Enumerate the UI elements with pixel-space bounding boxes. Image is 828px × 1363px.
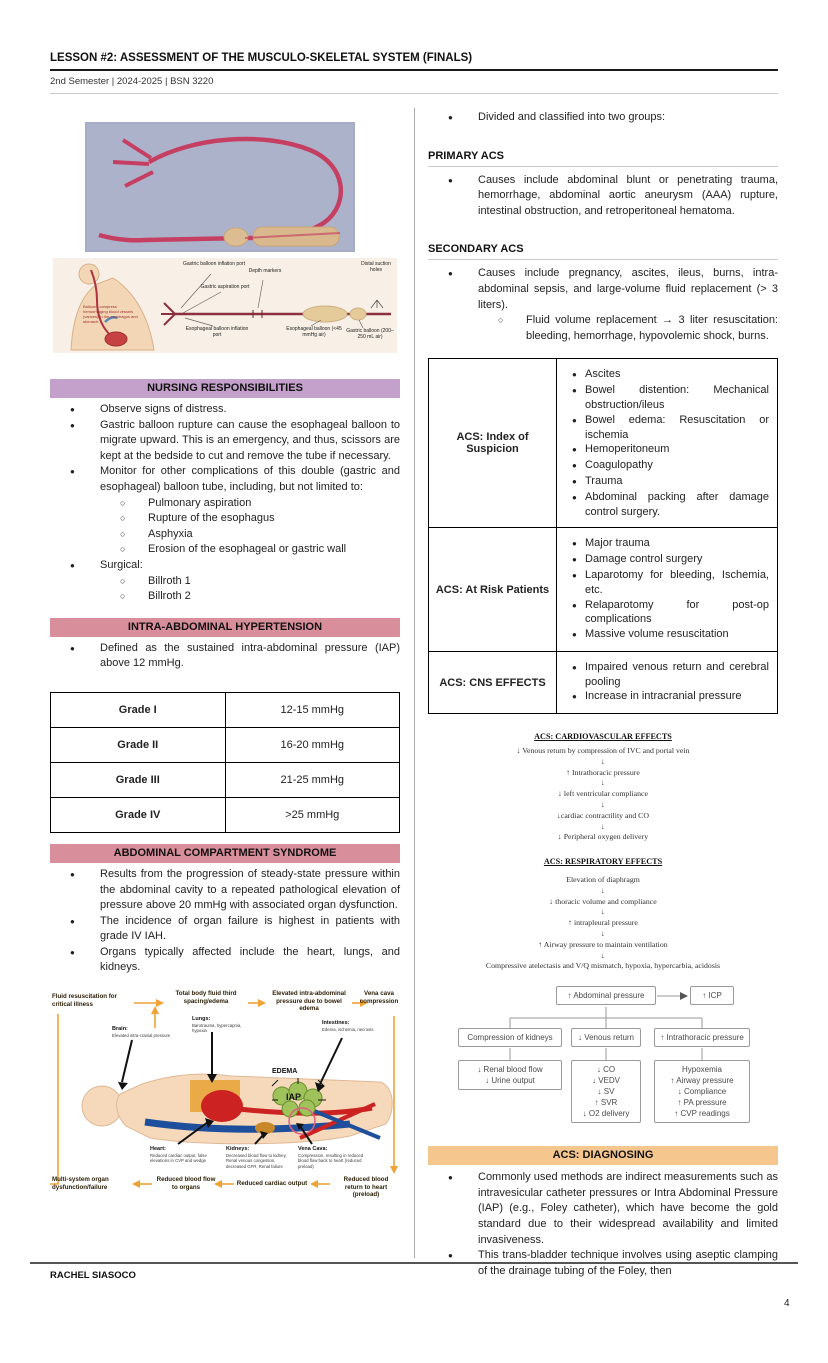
flowchart-detail-renal: ↓ Renal blood flow ↓ Urine output [458,1060,562,1090]
list-item: ● Massive volume resuscitation [559,627,771,643]
blakemore-tube-photo [85,122,355,252]
page-number: 4 [784,1298,790,1309]
list-item: ● Surgical: [50,558,400,574]
lesson-title: LESSON #2: ASSESSMENT OF THE MUSCULO-SKELETAL SYSTEM (FINALS) [50,52,778,71]
down-arrow-icon: ↓ [601,950,605,960]
table-row [51,797,400,832]
bullet-icon [70,402,100,418]
label-esophageal-balloon: Esophageal balloon (<45 mmHg air) [286,326,342,338]
bullet-icon [559,536,585,552]
section-header-abdominal-compartment-syndrome: ABDOMINAL COMPARTMENT SYNDROME [50,844,400,863]
cardiovascular-effects-cascade [428,732,778,843]
cascade-step: ↓ Peripheral oxygen delivery [557,832,649,842]
bullet-icon [559,413,585,443]
secondary-acs-list [428,266,778,344]
table-row [51,692,400,727]
flow-node-fluid-resuscitation: Fluid resuscitation for critical illness [52,993,117,1008]
list-item: ● Defined as the sustained intra-abdominal pressure (IAP) above 12 mmHg. [50,641,400,672]
flow-node-third-spacing: Total body fluid third spacing/edema [175,990,237,1005]
organ-label-brain: Brain: Elevated intra-cranial pressure [112,1026,171,1038]
list-item: ● Monitor for other complications of this double (gastric and esophageal) balloon tube, including, but not limited to: [50,464,400,495]
grade-cell: Grade III [51,762,226,797]
bullet-icon [559,660,585,690]
value-cell: >25 mmHg [225,797,400,832]
flow-node-reduced-blood-flow: Reduced blood flow to organs [156,1176,216,1191]
bullet-icon [559,490,585,520]
bullet-icon [559,383,585,413]
list-item: ● The incidence of organ failure is highest in patients with grade IV IAH. [50,914,400,945]
list-item: ● Ascites [559,367,771,383]
circle-bullet-icon [120,496,148,512]
list-item: ● Trauma [559,474,771,490]
flow-node-reduced-cardiac-output: Reduced cardiac output [236,1180,308,1188]
flowchart-node-intrathoracic-pressure: ↑ Intrathoracic pressure [654,1028,750,1047]
bullet-icon [70,418,100,465]
cascade-step: ↓cardiac contractility and CO [556,810,649,820]
right-column [428,105,778,1279]
list-item: ● Commonly used methods are indirect measurements such as intravesicular catheter pressures or Intra Abdominal Pressure (IAP) (e.g., Foley catheter), which have become the gold standard due to their widespread availability and limited invasiveness. [428,1170,778,1248]
list-item: ● Divided and classified into two groups: [428,110,778,126]
heading-primary-acs: PRIMARY ACS [428,150,778,167]
list-item: ● Laparotomy for bleeding, Ischemia, etc. [559,568,771,598]
flow-node-elevated-iap: Elevated intra-abdominal pressure due to bowel edema [272,990,346,1012]
table-row [429,651,778,713]
list-item: ● Causes include pregnancy, ascites, ileus, burns, intra-abdominal sepsis, and large-volume fluid replacement (> 3 liters). [428,266,778,313]
iah-body-effects-diagram [50,988,400,1196]
cascade-step: ↓ left ventricular compliance [558,789,648,799]
heading-secondary-acs: SECONDARY ACS [428,243,778,260]
grade-cell: Grade II [51,727,226,762]
bullet-icon [559,474,585,490]
list-item: ● Damage control surgery [559,552,771,568]
list-item: ● Gastric balloon rupture can cause the esophageal balloon to migrate upward. This is an emergency, and thus, scissors are kept at the bedside to cut and remove the tube if necessary. [50,418,400,465]
down-arrow-icon: ↓ [601,756,605,766]
bullet-icon [559,689,585,705]
cascade-step: ↑ Intrathoracic pressure [566,767,640,777]
label-gastric-inflation-port: Gastric balloon inflation port [183,261,245,267]
bullet-icon [70,558,100,574]
down-arrow-icon: ↓ [601,821,605,831]
section-header-intra-abdominal-hypertension: INTRA-ABDOMINAL HYPERTENSION [50,618,400,637]
cascade-step: ↑ Airway pressure to maintain ventilation [538,939,668,949]
bullet-icon [559,627,585,643]
list-item: ○ Rupture of the esophagus [50,511,400,527]
flowchart-detail-pulmonary: Hypoxemia ↑ Airway pressure ↓ Compliance ↑ PA pressure ↑ CVP readings [654,1060,750,1123]
list-item: ● Observe signs of distress. [50,402,400,418]
cascade-step: ↓ thoracic volume and compliance [549,896,657,906]
bullet-icon [70,867,100,914]
flowchart-node-abdominal-pressure: ↑ Abdominal pressure [556,986,656,1005]
list-item: ● Coagulopathy [559,458,771,474]
list-item: ○ Billroth 1 [50,574,400,590]
lesson-subtitle: 2nd Semester | 2024-2025 | BSN 3220 [50,71,778,94]
cascade-step: ↑ intrapleural pressure [568,918,638,928]
row-label: ACS: Index of Suspicion [429,359,557,528]
organ-label-vena-cava: Vena Cava: Compression, resulting in reduced blood flow back to heart (reduced preload) [298,1146,364,1169]
table-row [429,359,778,528]
left-column [50,105,400,1196]
flowchart-node-kidney-compression: Compression of kidneys [458,1028,562,1047]
bullet-icon [559,442,585,458]
value-cell: 21-25 mmHg [225,762,400,797]
flow-node-reduced-preload: Reduced blood return to heart (preload) [343,1176,389,1198]
label-distal-suction-holes: Distal suction holes [361,261,391,273]
abdominal-pressure-flowchart [428,984,778,1136]
footer-divider [30,1262,798,1264]
list-item: ○ Fluid volume replacement → 3 liter resuscitation: bleeding, hemorrhage, hypovolemic shock, burns. [428,313,778,344]
iap-label: IAP [286,1092,302,1103]
tube-diagram-note: Balloons compress hemorrhaging blood vessels (varices) in the esophagus and stomach. [83,304,138,324]
organ-label-kidneys: Kidneys: Decreased blood flow to kidney, Renal venous congestion, decreased GFR, Renal failure [226,1146,287,1169]
list-item: ● Bowel distention: Mechanical obstruction/ileus [559,383,771,413]
section-header-acs-diagnosing: ACS: DIAGNOSING [428,1146,778,1165]
value-cell: 12-15 mmHg [225,692,400,727]
list-item: ● This trans-bladder technique involves using aseptic clamping of the drainage tubing of the Foley, then [428,1248,778,1279]
flow-node-vena-cava-compression: Vena cava compression [359,990,399,1005]
grade-cell: Grade I [51,692,226,727]
row-content [557,359,778,528]
list-item: ● Organs typically affected include the heart, lungs, and kidneys. [50,945,400,976]
row-label: ACS: At Risk Patients [429,528,557,652]
list-item: ● Results from the progression of steady-state pressure within the abdominal cavity to a repeated pathological elevation of pressure above 20 mmHg with associated organ dysfunction. [50,867,400,914]
circle-bullet-icon [120,511,148,527]
bullet-icon [448,173,478,220]
list-item: ● Relaparotomy for post-op complications [559,598,771,628]
row-content [557,651,778,713]
grade-cell: Grade IV [51,797,226,832]
down-arrow-icon: ↓ [601,929,605,939]
tube-photo-illustration [85,122,355,252]
footer-author: RACHEL SIASOCO [50,1270,136,1281]
organ-label-intestines: Intestines: Edema, ischemia, necrosis [322,1020,374,1032]
list-item: ● Increase in intracranial pressure [559,689,771,705]
list-item: ● Major trauma [559,536,771,552]
bullet-icon [70,914,100,945]
cascade-step: Elevation of diaphragm [566,875,640,885]
circle-bullet-icon [120,527,148,543]
table-row [429,528,778,652]
value-cell: 16-20 mmHg [225,727,400,762]
cascade-step: Compressive atelectasis and V/Q mismatch, hypoxia, hypercarbia, acidosis [485,961,721,971]
bullet-icon [448,266,478,313]
label-gastric-balloon: Gastric balloon (200–250 mL air) [346,328,394,340]
table-row [51,762,400,797]
bullet-icon [448,110,478,126]
table-row [51,727,400,762]
acs-bullet-list [50,867,400,976]
iah-grade-table [50,692,400,833]
bullet-icon [559,568,585,598]
circle-bullet-icon [498,313,526,344]
bullet-icon [559,458,585,474]
nursing-bullet-list [50,402,400,605]
column-divider [414,108,415,1258]
list-item: ○ Pulmonary aspiration [50,496,400,512]
circle-bullet-icon [120,589,148,605]
organ-label-heart: Heart: Reduced cardiac output, false elevations in CVP and wedge [150,1146,207,1164]
flowchart-detail-cardiac: ↓ CO ↓ VEDV ↓ SV ↑ SVR ↓ O2 delivery [571,1060,641,1123]
section-header-nursing-responsibilities: NURSING RESPONSIBILITIES [50,379,400,398]
bullet-icon [448,1170,478,1248]
circle-bullet-icon [120,574,148,590]
list-item: ● Causes include abdominal blunt or penetrating trauma, hemorrhage, abdominal aortic aneurysm (AAA) rupture, intestinal obstruction, and retroperitoneal hematoma. [428,173,778,220]
organ-label-lungs: Lungs: Barotrauma, hypercapnia, hypoxia [192,1016,242,1034]
label-esophageal-inflation-port: Esophageal balloon inflation port [185,326,249,338]
page-header [50,52,778,94]
list-item: ● Impaired venous return and cerebral pooling [559,660,771,690]
respiratory-effects-cascade [428,857,778,972]
down-arrow-icon: ↓ [601,885,605,895]
cascade-heading: ACS: CARDIOVASCULAR EFFECTS [534,732,672,742]
label-gastric-aspiration-port: Gastric aspiration port [200,284,250,290]
bullet-icon [559,598,585,628]
row-content [557,528,778,652]
down-arrow-icon: ↓ [601,907,605,917]
bullet-icon [559,367,585,383]
flowchart-node-venous-return: ↓ Venous return [571,1028,641,1047]
label-depth-markers: Depth markers [248,268,282,274]
bullet-icon [70,464,100,495]
circle-bullet-icon [120,542,148,558]
down-arrow-icon: ↓ [601,778,605,788]
cascade-step: ↓ Venous return by compression of IVC and portal vein [516,746,690,756]
list-item: ● Abdominal packing after damage control surgery. [559,490,771,520]
list-item: ○ Billroth 2 [50,589,400,605]
edema-label: EDEMA [272,1068,298,1076]
primary-acs-list [428,173,778,220]
flow-node-multisystem-failure: Multi-system organ dysfunction/failure [52,1176,109,1191]
bullet-icon [70,945,100,976]
cascade-heading: ACS: RESPIRATORY EFFECTS [543,857,663,867]
iah-bullet-list [50,641,400,672]
list-item: ● Bowel edema: Resuscitation or ischemia [559,413,771,443]
acs-summary-table [428,358,778,714]
list-item: ○ Erosion of the esophageal or gastric wall [50,542,400,558]
row-label: ACS: CNS EFFECTS [429,651,557,713]
bullet-icon [559,552,585,568]
bullet-icon [70,641,100,672]
blakemore-tube-diagram [53,258,397,353]
flowchart-node-icp: ↑ ICP [690,986,734,1005]
list-item: ● Hemoperitoneum [559,442,771,458]
down-arrow-icon: ↓ [601,800,605,810]
list-item: ○ Asphyxia [50,527,400,543]
intro-bullet-list [428,110,778,126]
